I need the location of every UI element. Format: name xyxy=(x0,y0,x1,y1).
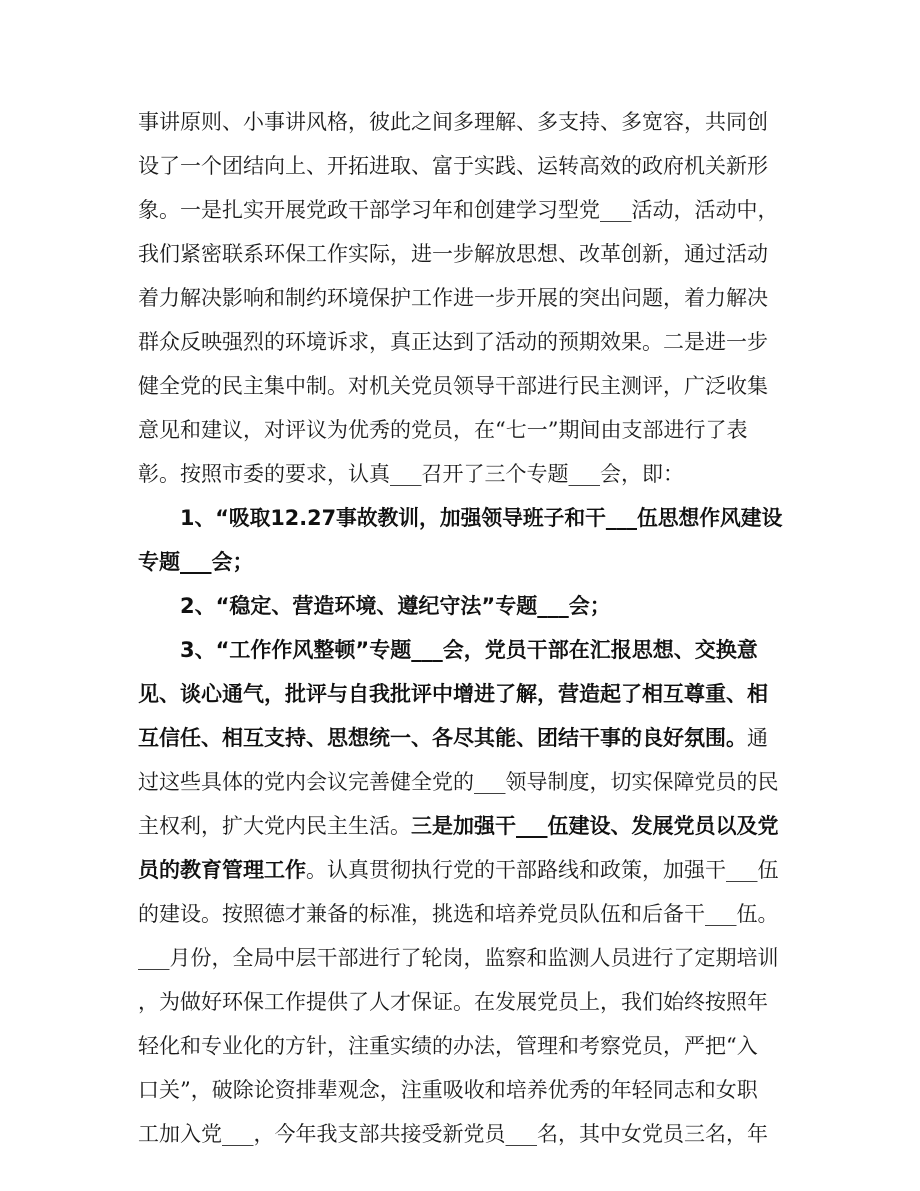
text-segment: 过这些具体的党内会议完善健全党的___领导制度，切实保障党员的民 xyxy=(138,770,779,794)
text-segment: 事讲原则、小事讲风格，彼此之间多理解、多支持、多宽容，共同创 xyxy=(138,110,768,134)
bold-segment: 专题___会； xyxy=(138,550,254,574)
line-14 xyxy=(138,682,768,706)
text-segment: 口关”，破除论资排辈观念，注重吸收和培养优秀的年轻同志和女职 xyxy=(138,1078,758,1102)
line-12 xyxy=(180,594,611,618)
line-3 xyxy=(138,198,779,222)
line-13 xyxy=(180,638,758,662)
line-18 xyxy=(138,858,779,882)
text-segment: 轻化和专业化的方针，注重实绩的办法，管理和考察党员，严把“入 xyxy=(138,1034,758,1058)
text-segment: 意见和建议，对评议为优秀的党员，在“七一”期间由支部进行了表 xyxy=(138,418,748,442)
line-20 xyxy=(138,946,779,970)
line-5 xyxy=(138,286,768,310)
text-segment: 着力解决影响和制约环境保护工作进一步开展的突出问题，着力解决 xyxy=(138,286,768,310)
line-8 xyxy=(138,418,747,442)
bold-segment: 员的教育管理工作 xyxy=(138,858,306,882)
line-24 xyxy=(138,1122,768,1146)
bold-segment: 三是加强干___伍建设、发展党员以及党 xyxy=(411,814,779,838)
bold-segment: 3、“工作作风整顿”专题___会，党员干部在汇报思想、交换意 xyxy=(180,638,758,662)
line-16 xyxy=(138,770,779,794)
line-10 xyxy=(180,506,782,530)
bold-segment: 见、谈心通气，批评与自我批评中增进了解，营造起了相互尊重、相 xyxy=(138,682,768,706)
line-17 xyxy=(138,814,779,838)
line-23 xyxy=(138,1078,758,1102)
text-segment: ，为做好环保工作提供了人才保证。在发展党员上，我们始终按照年 xyxy=(138,990,768,1014)
text-segment: 主权利，扩大党内民主生活。 xyxy=(138,814,411,838)
text-segment: 群众反映强烈的环境诉求，真正达到了活动的预期效果。二是进一步 xyxy=(138,330,768,354)
line-4 xyxy=(138,242,768,266)
line-21 xyxy=(138,990,768,1014)
text-segment: 设了一个团结向上、开拓进取、富于实践、运转高效的政府机关新形 xyxy=(138,154,768,178)
text-segment: 通 xyxy=(747,726,768,750)
bold-segment: 2、“稳定、营造环境、遵纪守法”专题___会； xyxy=(180,594,611,618)
text-segment: ___月份，全局中层干部进行了轮岗，监察和监测人员进行了定期培训 xyxy=(138,946,779,970)
line-15 xyxy=(138,726,768,750)
line-9 xyxy=(138,462,684,486)
line-22 xyxy=(138,1034,758,1058)
line-11 xyxy=(138,550,254,574)
text-segment: 健全党的民主集中制。对机关党员领导干部进行民主测评，广泛收集 xyxy=(138,374,768,398)
text-segment: 。认真贯彻执行党的干部路线和政策，加强干___伍 xyxy=(306,858,779,882)
line-2 xyxy=(138,154,768,178)
line-19 xyxy=(138,902,779,926)
text-segment: 工加入党___，今年我支部共接受新党员___名，其中女党员三名，年 xyxy=(138,1122,768,1146)
line-1 xyxy=(138,110,768,134)
line-6 xyxy=(138,330,768,354)
text-segment: 象。一是扎实开展党政干部学习年和创建学习型党___活动，活动中， xyxy=(138,198,779,222)
text-segment: 我们紧密联系环保工作实际，进一步解放思想、改革创新，通过活动 xyxy=(138,242,768,266)
line-7 xyxy=(138,374,768,398)
text-segment: 彰。按照市委的要求，认真___召开了三个专题___会，即： xyxy=(138,462,684,486)
bold-segment: 1、“吸取12.27事故教训，加强领导班子和干___伍思想作风建设 xyxy=(180,506,783,530)
bold-segment: 互信任、相互支持、思想统一、各尽其能、团结干事的良好氛围。 xyxy=(138,726,747,750)
text-segment: 的建设。按照德才兼备的标准，挑选和培养党员队伍和后备干___伍。 xyxy=(138,902,779,926)
